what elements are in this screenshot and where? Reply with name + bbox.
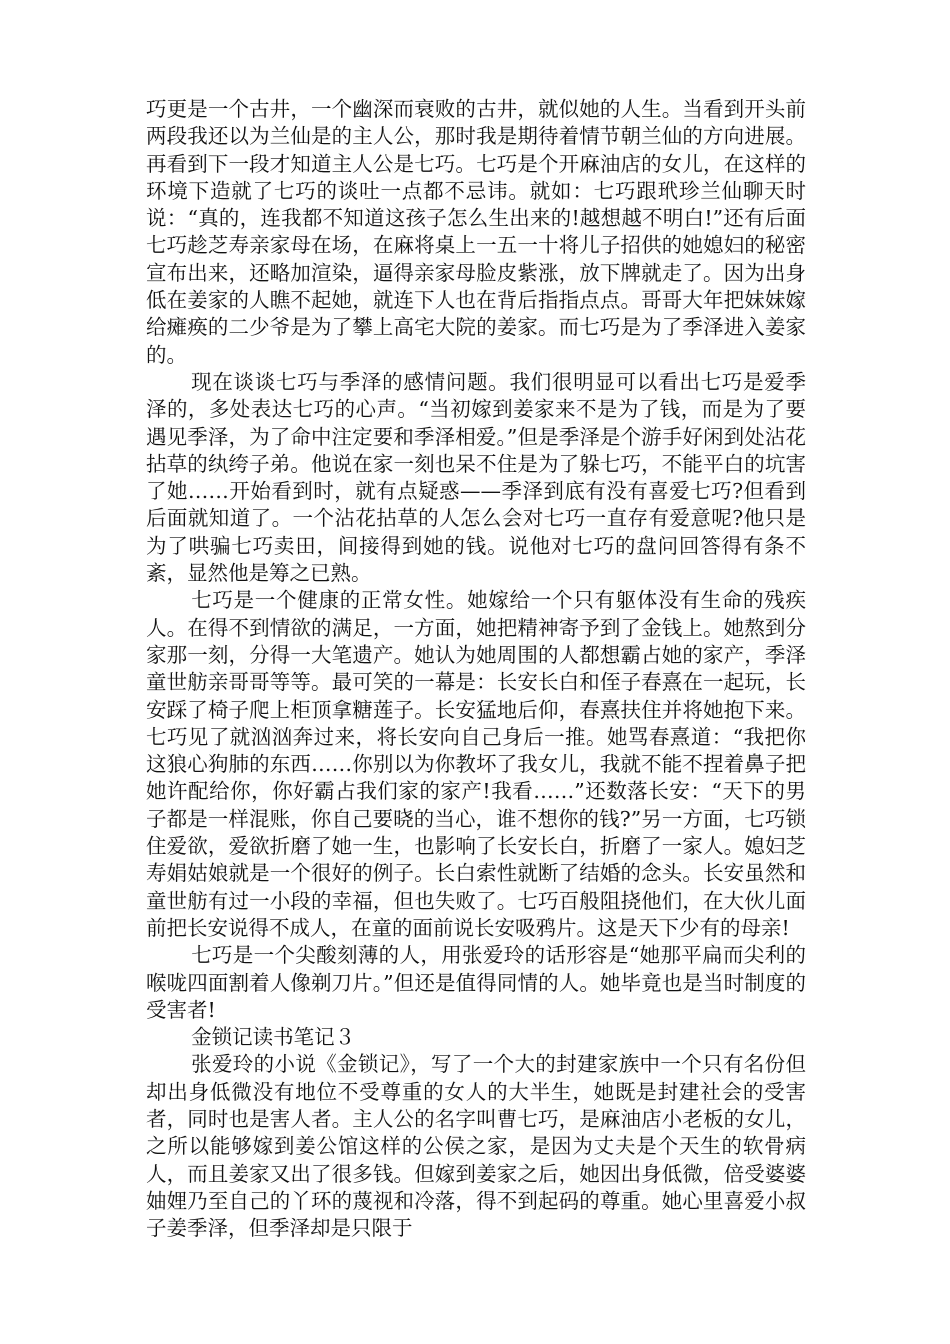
section-heading: 金锁记读书笔记３ [191,1025,356,1050]
document-page [146,96,806,1242]
paragraph-5: 张爱玲的小说《金锁记》，写了一个大的封建家族中一个只有名份但却出身低微没有地位不受尊重的女人的大半生，她既是封建社会的受害者，同时也是害人者。主人公的名字叫曹七巧，是麻油店小老板的女儿，之所以能够嫁到姜公馆这样的公侯之家，是因为丈夫是个天生的软骨病人，而且姜家又出了很多钱。但嫁到姜家之后，她因出身低微，倍受婆婆妯娌乃至自己的丫环的蔑视和冷落，得不到起码的尊重。她心里喜爱小叔子姜季泽，但季泽却是只限于 [146,1052,806,1241]
paragraph-1: 巧更是一个古井，一个幽深而衰败的古井，就似她的人生。当看到开头前两段我还以为兰仙是的主人公，那时我是期待着情节朝兰仙的方向进展。再看到下一段才知道主人公是七巧。七巧是个开麻油店的女儿，在这样的环境下造就了七巧的谈吐一点都不忌讳。就如：七巧跟玳珍兰仙聊天时说：“真的，连我都不知道这孩子怎么生出来的!越想越不明白!”还有后面七巧趁芝寿亲家母在场，在麻将桌上一五一十将儿子招供的她媳妇的秘密宣布出来，还略加渲染，逼得亲家母脸皮紫涨，放下牌就走了。因为出身低在姜家的人瞧不起她，就连下人也在背后指指点点。哥哥大年把妹妹嫁给瘫痪的二少爷是为了攀上高宅大院的姜家。而七巧是为了季泽进入姜家的。 [146,97,806,367]
paragraph-3: 七巧是一个健康的正常女性。她嫁给一个只有躯体没有生命的残疾人。在得不到情欲的满足，一方面，她把精神寄予到了金钱上。她熬到分家那一刻，分得一大笔遗产。她认为她周围的人都想霸占她的家产，季泽童世舫亲哥哥等等。最可笑的一幕是：长安长白和侄子春熹在一起玩，长安踩了椅子爬上柜顶拿糖莲子。长安猛地后仰，春熹扶住并将她抱下来。七巧见了就汹汹奔过来，将长安向自己身后一推。她骂春熹道：“我把你这狼心狗肺的东西……你别以为你教坏了我女儿，我就不能不捏着鼻子把她许配给你，你好霸占我们家的家产!我看……”还数落长安：“天下的男子都是一样混账，你自己要晓的当心，谁不想你的钱?”另一方面，七巧锁住爱欲，爱欲折磨了她一生，也影响了长安长白，折磨了一家人。媳妇芝寿娟姑娘就是一个很好的例子。长白索性就断了结婚的念头。长安虽然和童世舫有过一小段的幸福，但也失败了。七巧百般阻挠他们，在大伙儿面前把长安说得不成人，在童的面前说长安吸鸦片。这是天下少有的母亲! [146,588,806,940]
paragraph-4: 七巧是一个尖酸刻薄的人，用张爱玲的话形容是“她那平扁而尖利的喉咙四面割着人像剃刀片。”但还是值得同情的人。她毕竟也是当时制度的受害者! [146,943,806,1022]
paragraph-2: 现在谈谈七巧与季泽的感情问题。我们很明显可以看出七巧是爱季泽的，多处表达七巧的心声。“当初嫁到姜家来不是为了钱，而是为了要遇见季泽，为了命中注定要和季泽相爱。”但是季泽是个游手好闲到处沾花拈草的纨绔子弟。他说在家一刻也呆不住是为了躲七巧，不能平白的坑害了她……开始看到时，就有点疑惑——季泽到底有没有喜爱七巧?但看到后面就知道了。一个沾花拈草的人怎么会对七巧一直存有爱意呢?他只是为了哄骗七巧卖田，间接得到她的钱。说他对七巧的盘问回答得有条不紊，显然他是筹之已熟。 [146,369,806,586]
